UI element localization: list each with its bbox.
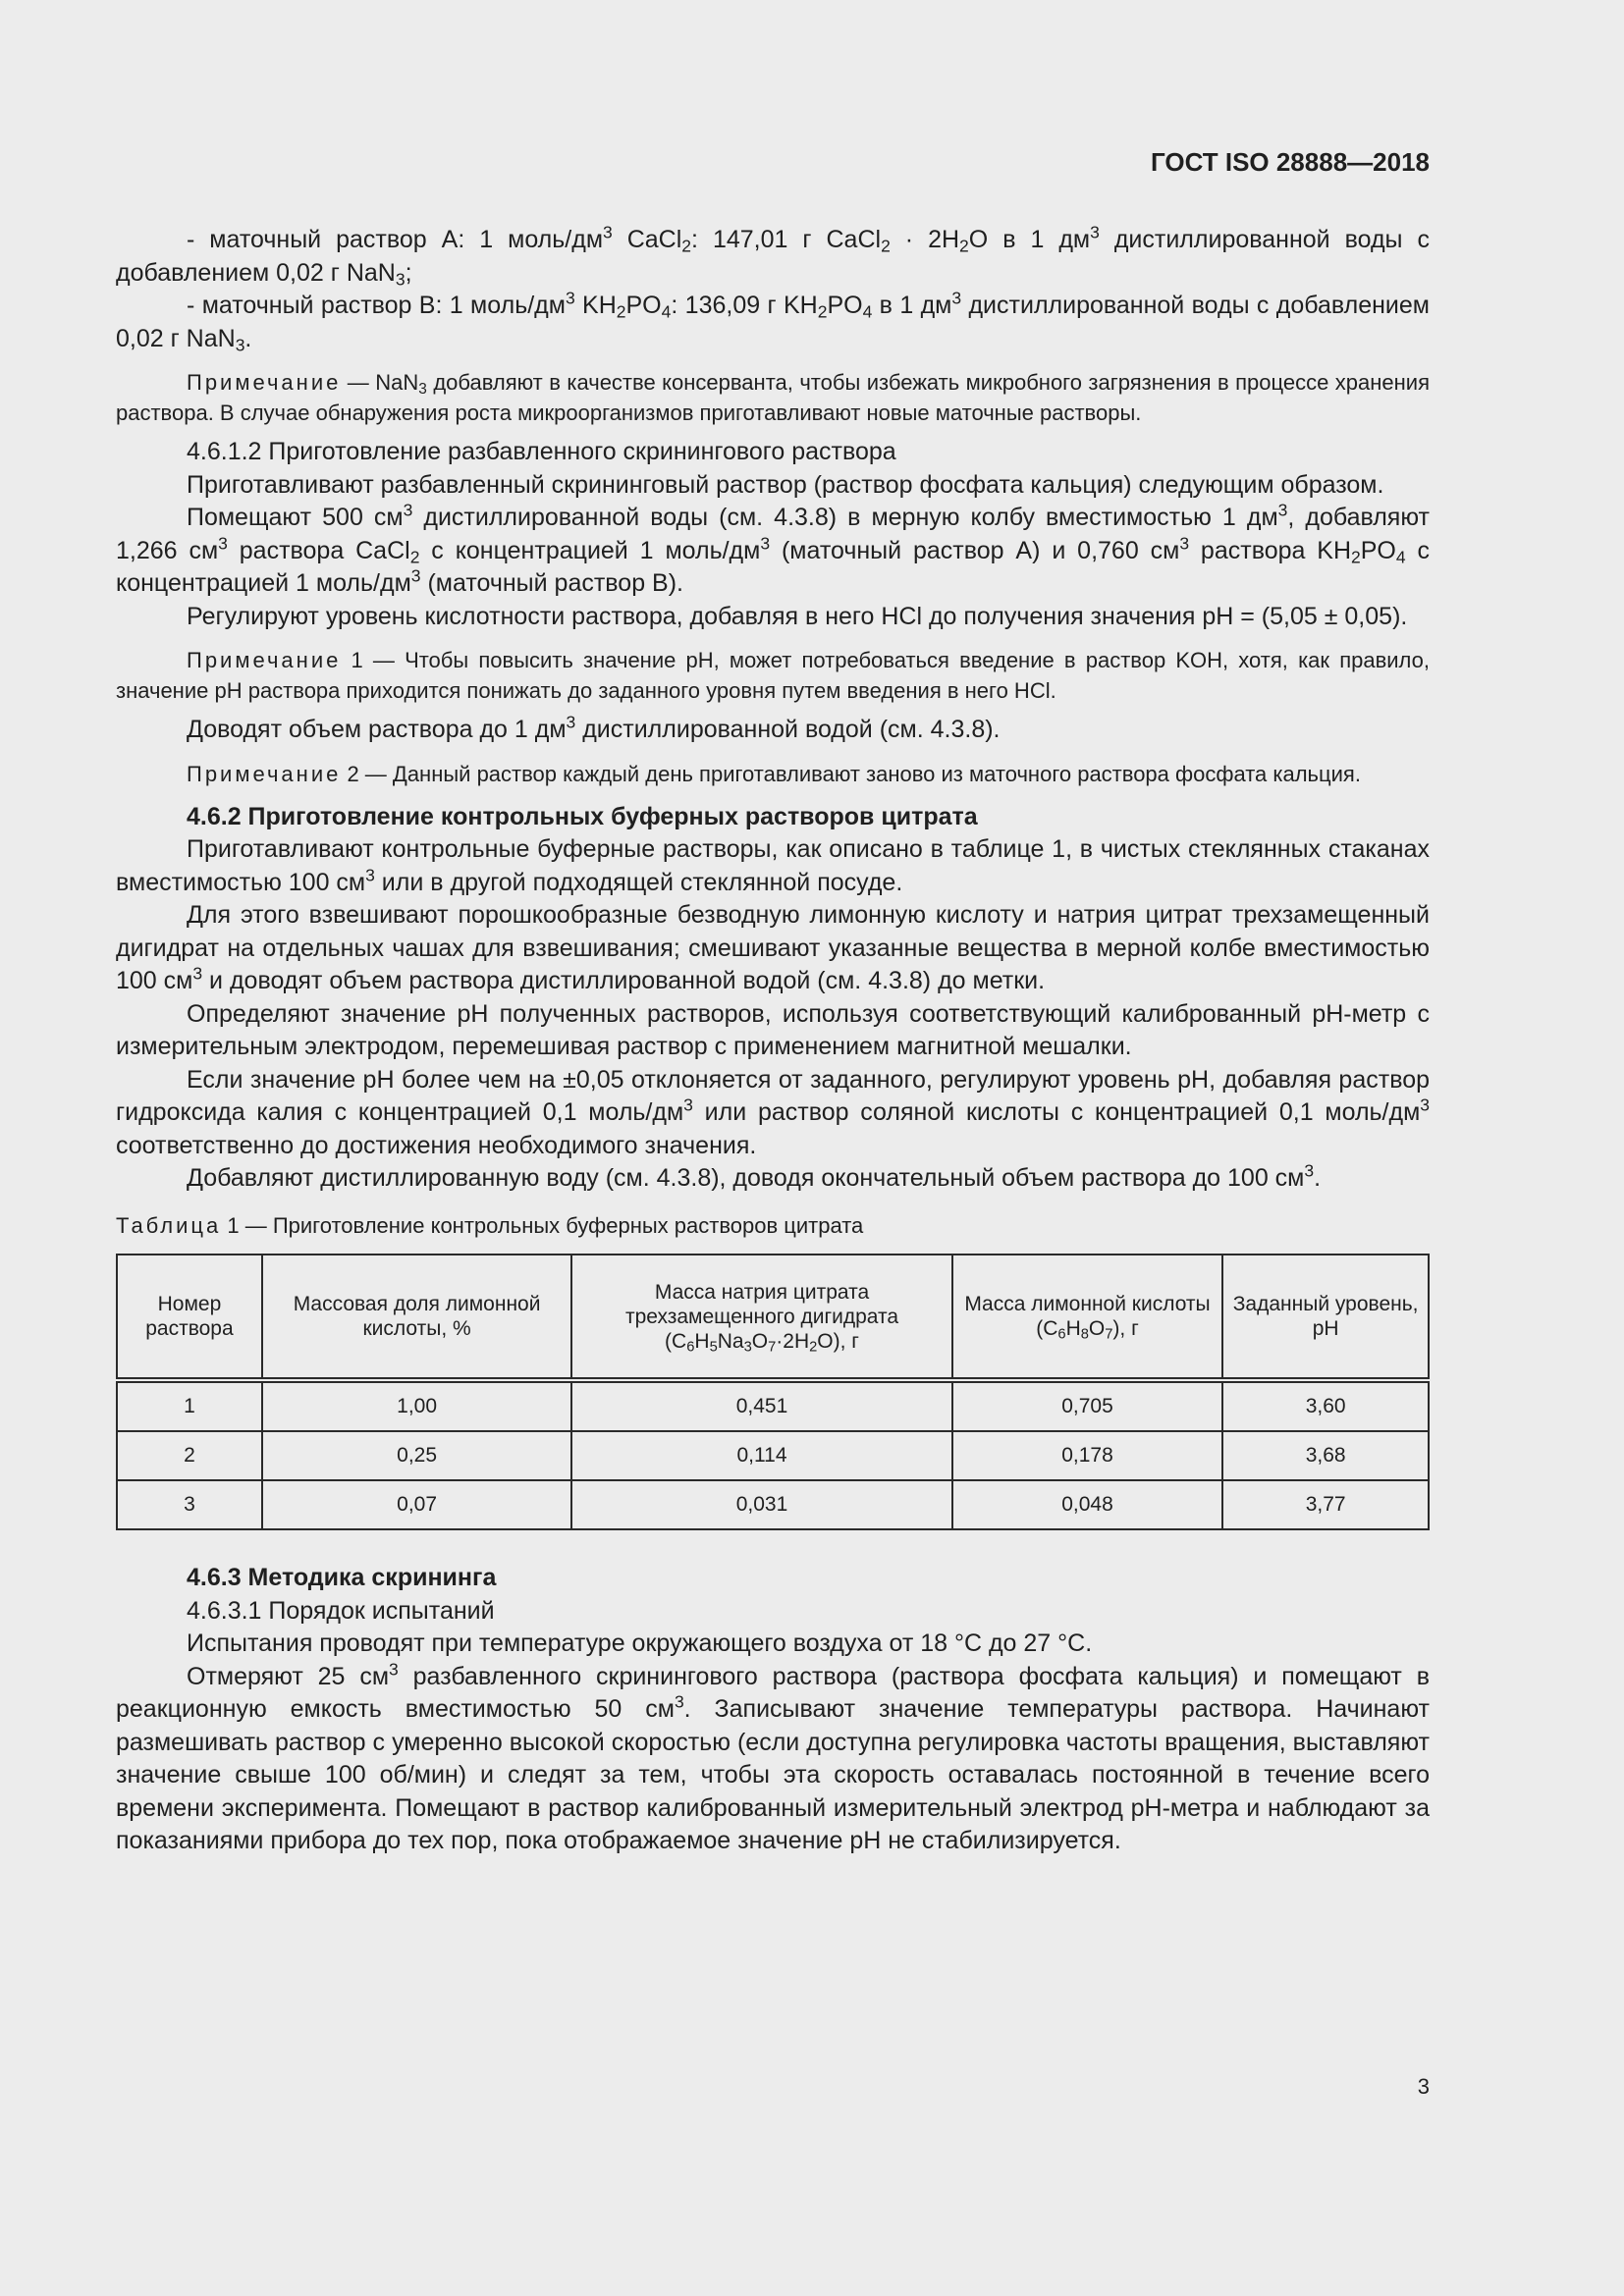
section-4-6-2-heading: 4.6.2 Приготовление контрольных буферных растворов цитрата bbox=[187, 802, 978, 830]
table-cell: 0,25 bbox=[262, 1431, 571, 1480]
table-cell: 0,705 bbox=[952, 1380, 1223, 1431]
section-4-6-1-2-heading: 4.6.1.2 Приготовление разбавленного скринингового раствора bbox=[187, 438, 896, 465]
column-header-target-ph: Заданный уровень, pH bbox=[1222, 1255, 1429, 1380]
note-1: Примечание 1 — Чтобы повысить значение pH, может потребоваться введение в раствор KOH, хотя, как правило, значение pH раствора приходится понижать до заданного уровня путем введения в него HCl. bbox=[116, 648, 1430, 703]
stock-solution-b: - маточный раствор В: 1 моль/$дм^3$ $KH_2PO_4$: 136,09 г $KH_2PO_4$ в 1 $дм^3$ дистиллированной воды с добавлением 0,02 г NaN$_3$. bbox=[116, 288, 1430, 354]
paragraph: Приготавливают контрольные буферные растворы, как описано в таблице 1, в чистых стеклянных стаканах вместимостью 100 $см^3$ или в другой подходящей стеклянной посуде. bbox=[116, 835, 1430, 896]
table-cell: 0,451 bbox=[571, 1380, 951, 1431]
section-4-6-3-1-heading: 4.6.3.1 Порядок испытаний bbox=[187, 1596, 495, 1625]
column-header-citric-mass: Масса лимонной кислоты $(C_6H_8O_7)$, г bbox=[952, 1255, 1223, 1380]
column-header-sodium-citrate-mass: Масса натрия цитрата трехзамещенного дигидрата $(C_6H_5Na_3O_7\cdot 2H_2O)$, г bbox=[571, 1255, 951, 1380]
column-header-citric-fraction: Массовая доля лимонной кислоты, % bbox=[262, 1255, 571, 1380]
paragraph: Если значение pH более чем на ±0,05 отклоняется от заданного, регулируют уровень pH, добавляя раствор гидроксида калия с концентрацией 0,1 моль/$дм^3$ или раствор соляной кислоты с концентрацией 0,1 моль/$дм^3$ соответственно до достижения необходимого значения. bbox=[116, 1065, 1431, 1159]
table-cell: 3,77 bbox=[1222, 1480, 1429, 1529]
note-2: Примечание 2 — Данный раствор каждый день приготавливают заново из маточного раствора фосфата кальция. bbox=[187, 761, 1361, 786]
section-4-6-3-heading: 4.6.3 Методика скрининга bbox=[187, 1564, 497, 1591]
table-cell: 0,07 bbox=[262, 1480, 571, 1529]
paragraph: Для этого взвешивают порошкообразные безводную лимонную кислоту и натрия цитрат трехзамещенный дигидрат на отдельных чашах для взвешивания; смешивают указанные вещества в мерной колбе вместимостью 100 $см^3$ и доводят объем раствора дистиллированной водой (см. 4.3.8) до метки. bbox=[116, 901, 1430, 994]
paragraph: Добавляют дистиллированную воду (см. 4.3.8), доводя окончательный объем раствора до 100 $см^3$. bbox=[187, 1160, 1322, 1192]
document-header: ГОСТ ISO 28888—2018 bbox=[1150, 147, 1430, 177]
table-cell: 3 bbox=[117, 1480, 262, 1529]
table-cell: 1 bbox=[117, 1380, 262, 1431]
table-cell: 0,178 bbox=[952, 1431, 1223, 1480]
stock-solution-a: - маточный раствор А: 1 моль/$дм^3$ CaCl$_2$: 147,01 г CaCl$_2$ · $2H_2O$ в 1 $дм^3$ дистиллированной воды с добавлением 0,02 г NaN$_3$; bbox=[116, 222, 1430, 289]
table-cell: 0,114 bbox=[571, 1431, 951, 1480]
table-caption: Таблица 1 — Приготовление контрольных буферных растворов цитрата bbox=[116, 1212, 864, 1238]
paragraph: Определяют значение pH полученных растворов, используя соответствующий калиброванный pH-метр с измерительным электродом, перемешивая раствор с применением магнитной мешалки. bbox=[116, 999, 1430, 1060]
column-header-number: Номер раствора bbox=[117, 1255, 262, 1380]
paragraph: Регулируют уровень кислотности раствора, добавляя в него HCl до получения значения pH = (5,05 ± 0,05). bbox=[187, 602, 1408, 630]
table-cell: 3,60 bbox=[1222, 1380, 1429, 1431]
page-content bbox=[116, 224, 1430, 1858]
table-cell: 2 bbox=[117, 1431, 262, 1480]
table-row bbox=[117, 1431, 1429, 1480]
table-header-row bbox=[117, 1255, 1429, 1380]
paragraph: Отмеряют 25 $см^3$ разбавленного скринингового раствора (раствора фосфата кальция) и помещают в реакционную емкость вместимостью 50 $см^3$. Записывают значение температуры раствора. Начинают размешивать раствор с умеренно высокой скоростью (если доступна регулировка частоты вращения, выставляют значение свыше 100 об/мин) и следят за тем, чтобы эта скорость оставалась постоянной в течение всего времени эксперимента. Помещают в раствор калиброванный измерительный электрод pH-метра и наблюдают за показаниями прибора до тех пор, пока отображаемое значение pH не стабилизируется. bbox=[116, 1658, 1431, 1854]
table-row bbox=[117, 1380, 1429, 1431]
table-cell: 0,048 bbox=[952, 1480, 1223, 1529]
paragraph: Испытания проводят при температуре окружающего воздуха от 18 °С до 27 °С. bbox=[187, 1629, 1093, 1657]
citrate-buffer-table bbox=[116, 1254, 1430, 1530]
table-cell: 3,68 bbox=[1222, 1431, 1429, 1480]
page-number: 3 bbox=[1417, 2074, 1430, 2099]
table-cell: 1,00 bbox=[262, 1380, 571, 1431]
note-preservative: Примечание — NaN$_3$ добавляют в качестве консерванта, чтобы избежать микробного загрязнения в процессе хранения раствора. В случае обнаружения роста микроорганизмов приготавливают новые маточные растворы. bbox=[116, 370, 1430, 425]
table-row bbox=[117, 1480, 1429, 1529]
paragraph: Доводят объем раствора до 1 $дм^3$ дистиллированной водой (см. 4.3.8). bbox=[187, 712, 1001, 743]
table-cell: 0,031 bbox=[571, 1480, 951, 1529]
paragraph: Помещают 500 $см^3$ дистиллированной воды (см. 4.3.8) в мерную колбу вместимостью 1 $дм^3$, добавляют 1,266 $см^3$ раствора CaCl$_2$ с концентрацией 1 моль/$дм^3$ (маточный раствор А) и 0,760 $см^3$ раствора $KH_2PO_4$ с концентрацией 1 моль/$дм^3$ (маточный раствор В). bbox=[116, 500, 1430, 597]
paragraph: Приготавливают разбавленный скрининговый раствор (раствор фосфата кальция) следующим образом. bbox=[187, 470, 1384, 499]
